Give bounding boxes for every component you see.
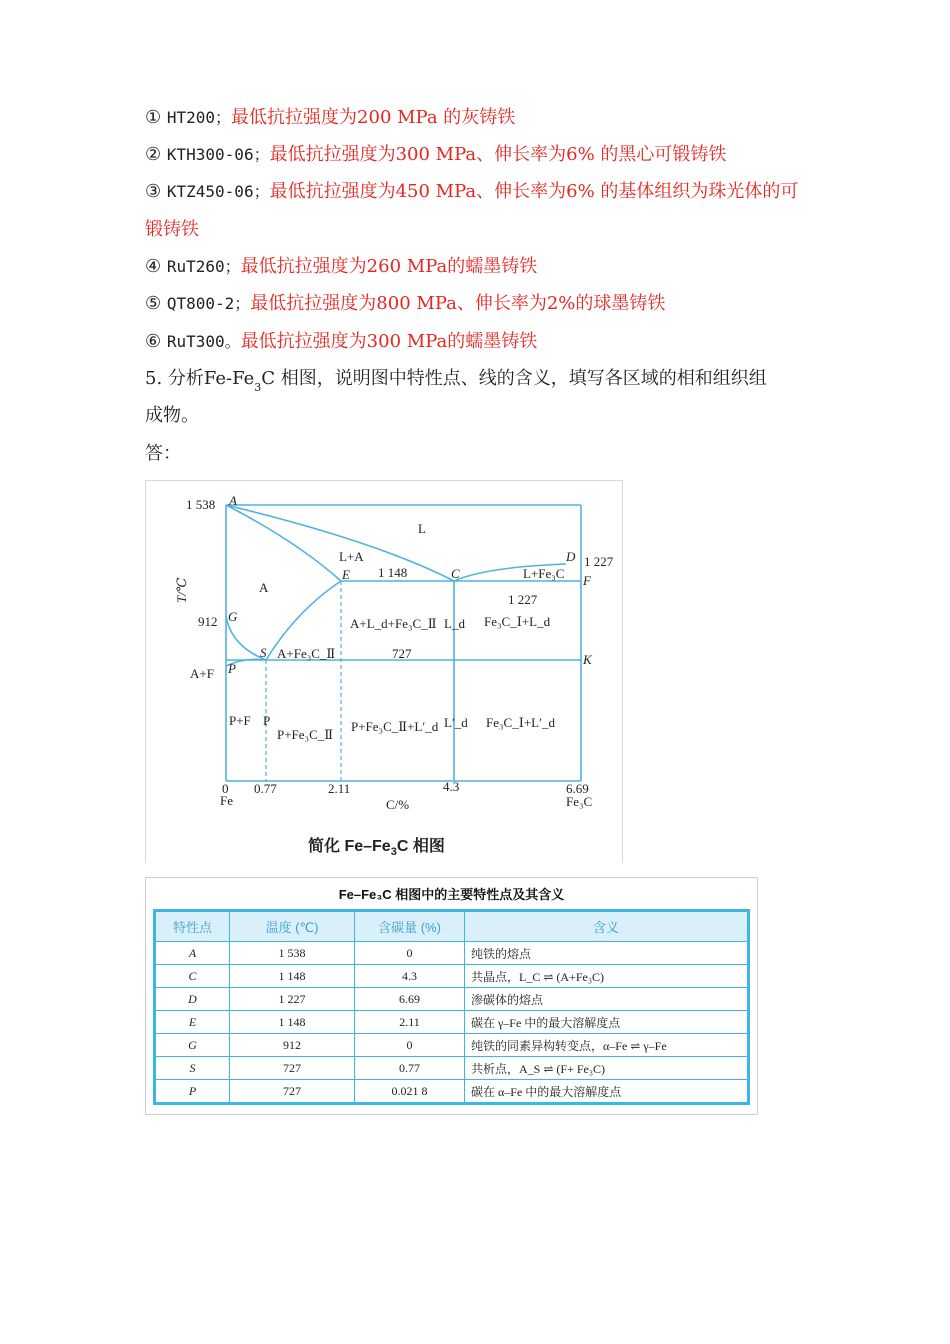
list-item-4 [145, 255, 537, 279]
list-item-5 [145, 292, 665, 316]
item-number: ③ [145, 181, 162, 202]
cell-temperature: 727 [230, 1080, 355, 1104]
cell-carbon: 2.11 [355, 1011, 465, 1034]
item-number: ⑥ [145, 331, 162, 352]
diagram-caption: 简化 $Fe-Fe_3C$ 相图 [308, 838, 445, 858]
cell-temperature: 912 [230, 1034, 355, 1057]
x-tick-0: 0 [222, 781, 229, 796]
region-l: L [418, 521, 426, 536]
region-fe3c-ld: Fe₃C_Ⅰ+L_d [484, 614, 551, 629]
cell-temperature: 1 148 [230, 1011, 355, 1034]
ae-solidus-line [226, 505, 341, 581]
characteristic-points-table-panel [145, 877, 758, 1115]
list-item-1 [145, 106, 515, 130]
region-p-f: P+F [229, 713, 251, 728]
region-fe3c-ld-prime: Fe₃C_Ⅰ+L′_d [486, 715, 555, 730]
cell-point: S [155, 1057, 230, 1080]
point-g: G [228, 609, 238, 624]
question-rest: C 相图，说明图中特性点、线的含义，填写各区域的相和组织组 [261, 368, 767, 389]
item-description: 最低抗拉强度为200 MPa 的灰铸铁 [231, 107, 516, 128]
list-item-3-continuation: 锻铸铁 [145, 219, 199, 240]
region-p-fe3c-ld: P+Fe₃C_Ⅱ+L′_d [351, 719, 439, 734]
temp-label-1227-d: 1 227 [584, 554, 614, 569]
x-axis-label: C/% [386, 797, 410, 812]
cell-carbon: 0.77 [355, 1057, 465, 1080]
table-row [155, 1011, 749, 1034]
header-point: 特性点 [155, 911, 230, 942]
temp-label-1148: 1 148 [378, 565, 408, 580]
cell-meaning: 共晶点，L_C ⇌ (A+Fe₃C) [465, 965, 749, 988]
ac-liquidus-line [226, 505, 454, 581]
cell-temperature: 1 538 [230, 942, 355, 965]
table-row [155, 965, 749, 988]
item-code: QT800-2； [166, 294, 251, 313]
region-ld: L_d [444, 616, 465, 631]
cell-meaning: 渗碳体的熔点 [465, 988, 749, 1011]
header-meaning: 含义 [465, 911, 749, 942]
question-prefix: 5. 分析Fe-Fe [145, 368, 255, 389]
region-ld-prime: L′_d [444, 715, 468, 730]
cell-meaning: 碳在 γ–Fe 中的最大溶解度点 [465, 1011, 749, 1034]
item-description: 最低抗拉强度为800 MPa、伸长率为2%的球墨铸铁 [250, 293, 666, 314]
item-code: HT200； [166, 108, 232, 127]
table-title: Fe–Fe₃C 相图中的主要特性点及其含义 [338, 887, 565, 902]
item-description: 最低抗拉强度为260 MPa的蠕墨铸铁 [240, 256, 538, 277]
cell-temperature: 1 148 [230, 965, 355, 988]
list-item-2 [145, 143, 726, 167]
cell-meaning: 碳在 α–Fe 中的最大溶解度点 [465, 1080, 749, 1104]
item-code: KTH300-06； [166, 145, 270, 164]
point-s: S [260, 645, 267, 660]
cell-point: D [155, 988, 230, 1011]
x-tick-fe3c: Fe₃C [566, 794, 593, 809]
list-item-6 [145, 330, 537, 354]
cell-point: E [155, 1011, 230, 1034]
table-row [155, 1034, 749, 1057]
table-row [155, 1080, 749, 1104]
point-f: F [583, 573, 591, 588]
item-number: ⑤ [145, 293, 162, 314]
table-row [155, 942, 749, 965]
item-code: RuT260； [166, 257, 241, 276]
cell-carbon: 6.69 [355, 988, 465, 1011]
item-number: ① [145, 107, 162, 128]
point-a: A [229, 493, 237, 508]
x-tick-0.77: 0.77 [254, 781, 277, 796]
header-temperature: 温度 (℃) [230, 911, 355, 942]
region-a-ld-fe3c: A+L_d+Fe₃C_Ⅱ [350, 616, 437, 631]
item-number: ④ [145, 256, 162, 277]
cell-meaning: 纯铁的同素异构转变点，α–Fe ⇌ γ–Fe [465, 1034, 749, 1057]
temp-label-727: 727 [392, 646, 412, 661]
cell-carbon: 0.021 8 [355, 1080, 465, 1104]
x-tick-6.69: 6.69 [566, 781, 589, 796]
question-text [145, 367, 767, 393]
item-description: 最低抗拉强度为300 MPa的蠕墨铸铁 [240, 331, 538, 352]
question-subscript: 3 [254, 381, 262, 394]
region-a-f: A+F [190, 666, 214, 681]
fe-fe3c-phase-diagram [145, 480, 623, 863]
item-code: KTZ450-06； [166, 182, 270, 201]
cell-point: A [155, 942, 230, 965]
point-k: K [583, 652, 592, 667]
cell-meaning: 纯铁的熔点 [465, 942, 749, 965]
region-l-fe3c: L+Fe₃C [523, 566, 565, 581]
cell-point: P [155, 1080, 230, 1104]
answer-label: 答： [145, 443, 181, 464]
x-tick-4.3: 4.3 [443, 779, 460, 794]
region-l-a: L+A [339, 549, 364, 564]
phase-diagram-svg [146, 481, 622, 863]
x-tick-2.11: 2.11 [328, 781, 351, 796]
cell-meaning: 共析点，A_S ⇌ (F+ Fe₃C) [465, 1057, 749, 1080]
item-code: RuT300。 [166, 332, 241, 351]
table-row [155, 1057, 749, 1080]
region-a-fe3c: A+Fe₃C_Ⅱ [277, 646, 336, 661]
temp-label-1227: 1 227 [508, 592, 538, 607]
list-item-3 [145, 180, 798, 204]
point-p: P [228, 661, 236, 676]
cell-carbon: 0 [355, 1034, 465, 1057]
temp-label-1538: 1 538 [186, 497, 216, 512]
cell-carbon: 0 [355, 942, 465, 965]
cell-point: G [155, 1034, 230, 1057]
point-c: C [451, 566, 460, 581]
characteristic-points-table [153, 909, 750, 1105]
item-description: 最低抗拉强度为450 MPa、伸长率为6% 的基体组织为珠光体的可 [269, 181, 799, 202]
table-header-row [155, 911, 749, 942]
cell-carbon: 4.3 [355, 965, 465, 988]
header-carbon: 含碳量 (%) [355, 911, 465, 942]
point-d: D [566, 549, 576, 564]
region-a: A [259, 580, 269, 595]
cell-temperature: 727 [230, 1057, 355, 1080]
region-p-fe3c: P+Fe₃C_Ⅱ [277, 727, 334, 742]
y-axis-label: T/℃ [174, 577, 189, 603]
cell-point: C [155, 965, 230, 988]
temp-label-912: 912 [198, 614, 218, 629]
table-row [155, 988, 749, 1011]
cell-temperature: 1 227 [230, 988, 355, 1011]
point-e: E [342, 567, 350, 582]
x-tick-fe: Fe [220, 793, 233, 808]
question-continuation: 成物。 [145, 405, 199, 426]
item-description: 最低抗拉强度为300 MPa、伸长率为6% 的黑心可锻铸铁 [269, 144, 727, 165]
region-p: P [263, 713, 271, 728]
item-number: ② [145, 144, 162, 165]
